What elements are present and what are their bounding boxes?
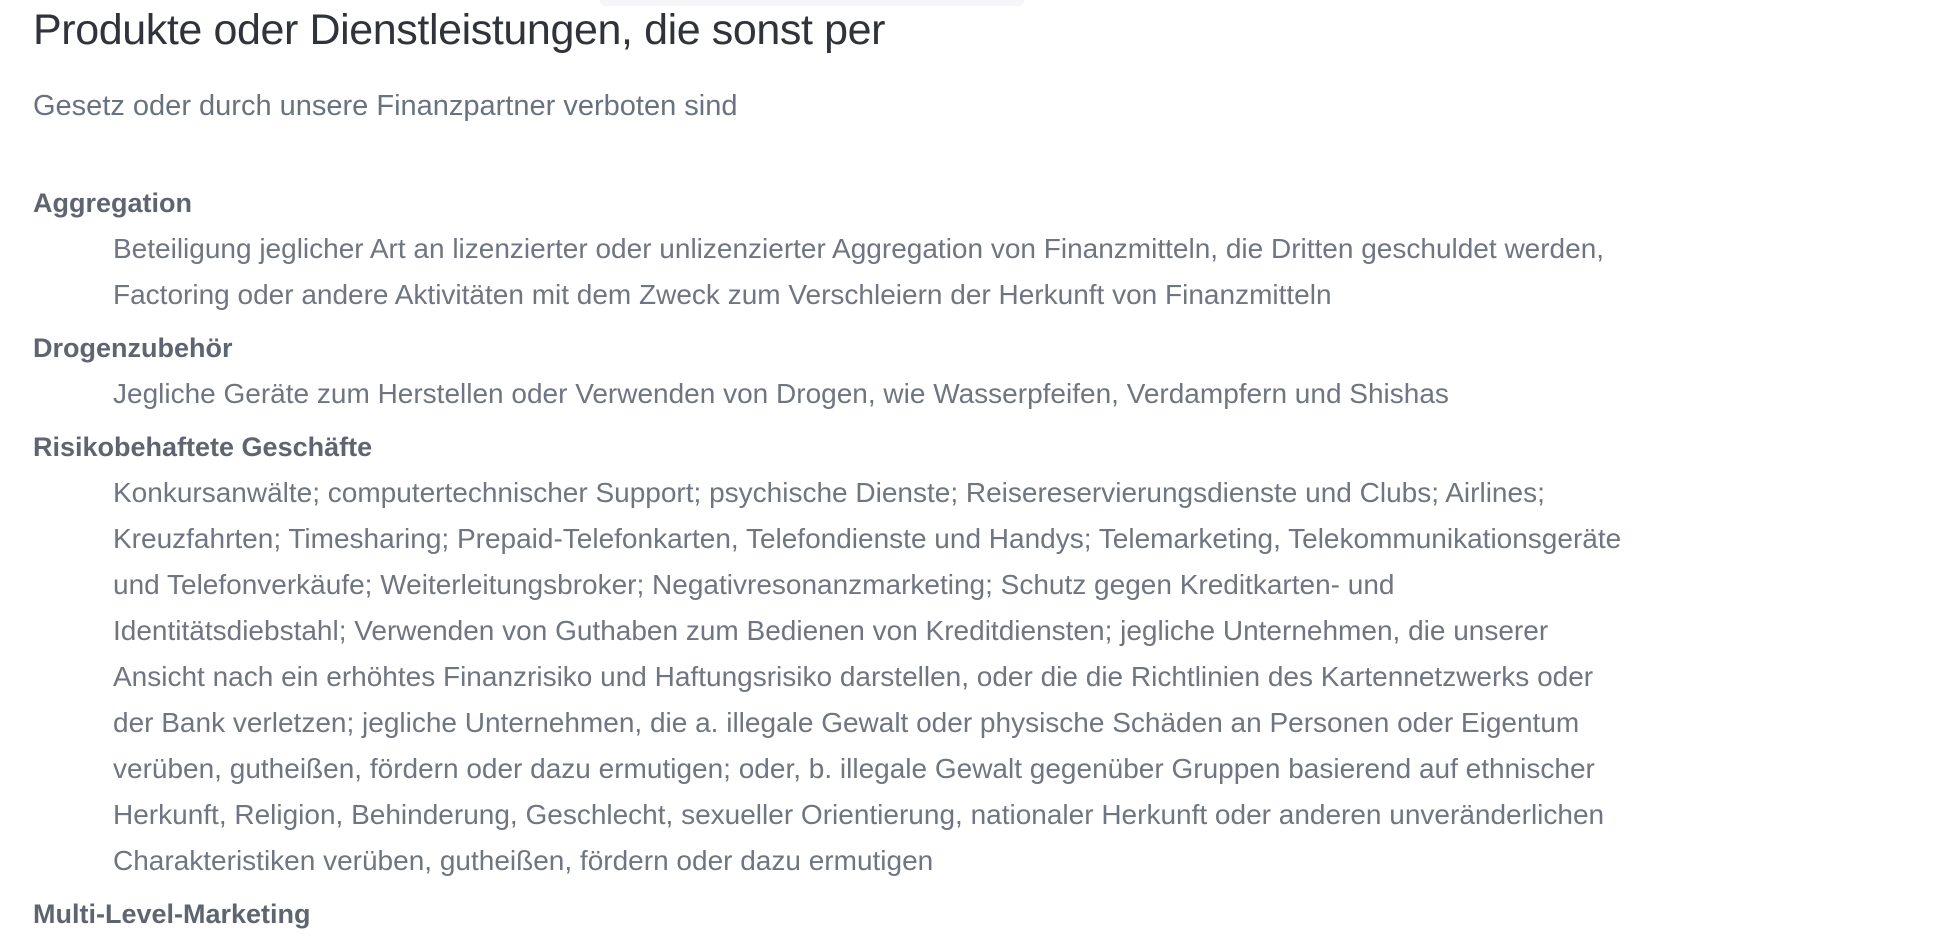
term-risikobehaftete-geschaefte: Risikobehaftete Geschäfte — [33, 432, 373, 462]
description-line: Kreuzfahrten; Timesharing; Prepaid-Telefonkarten, Telefondienste und Handys; Telemarketing, Telekommunikationsgeräte — [113, 523, 1622, 554]
description-line: Factoring oder andere Aktivitäten mit dem Zweck zum Verschleiern der Herkunft von Finanzmitteln — [113, 279, 1332, 310]
description-line: und Telefonverkäufe; Weiterleitungsbroker; Negativresonanzmarketing; Schutz gegen Kreditkarten- und — [113, 569, 1395, 600]
description-line: Konkursanwälte; computertechnischer Support; psychische Dienste; Reisereservierungsdienste und Clubs; Airlines; — [113, 477, 1545, 508]
description-line: Herkunft, Religion, Behinderung, Geschlecht, sexueller Orientierung, nationaler Herkunft oder anderen unveränderlichen — [113, 799, 1605, 830]
page-title: Produkte oder Dienstleistungen, die sonst per — [33, 6, 886, 54]
description-line: verüben, gutheißen, fördern oder dazu ermutigen; oder, b. illegale Gewalt gegenüber Gruppen basierend auf ethnischer — [113, 753, 1595, 784]
term-aggregation-description — [113, 226, 1906, 318]
description-line: Charakteristiken verüben, gutheißen, fördern oder dazu ermutigen — [113, 845, 934, 876]
description-line: Beteiligung jeglicher Art an lizenzierter oder unlizenzierter Aggregation von Finanzmitteln, die Dritten geschuldet werden, — [113, 233, 1605, 264]
term-drogenzubehoer: Drogenzubehör — [33, 333, 233, 363]
term-aggregation: Aggregation — [33, 188, 192, 218]
term-risikobehaftete-geschaefte-description — [113, 470, 1906, 884]
description-line: Identitätsdiebstahl; Verwenden von Guthaben zum Bedienen von Kreditdiensten; jegliche Unternehmen, die unserer — [113, 615, 1549, 646]
description-line: Jegliche Geräte zum Herstellen oder Verwenden von Drogen, wie Wasserpfeifen, Verdampfern und Shishas — [113, 378, 1449, 409]
description-line: Ansicht nach ein erhöhtes Finanzrisiko und Haftungsrisiko darstellen, oder die die Richtlinien des Kartennetzwerks oder — [113, 661, 1594, 692]
term-multi-level-marketing: Multi-Level-Marketing — [33, 899, 311, 929]
top-clipped-chip — [600, 0, 1024, 6]
description-line: der Bank verletzen; jegliche Unternehmen, die a. illegale Gewalt oder physische Schäden an Personen oder Eigentum — [113, 707, 1580, 738]
prohibited-items-list — [33, 180, 1906, 937]
page-subtitle: Gesetz oder durch unsere Finanzpartner verboten sind — [33, 90, 738, 122]
term-drogenzubehoer-description — [113, 371, 1906, 417]
